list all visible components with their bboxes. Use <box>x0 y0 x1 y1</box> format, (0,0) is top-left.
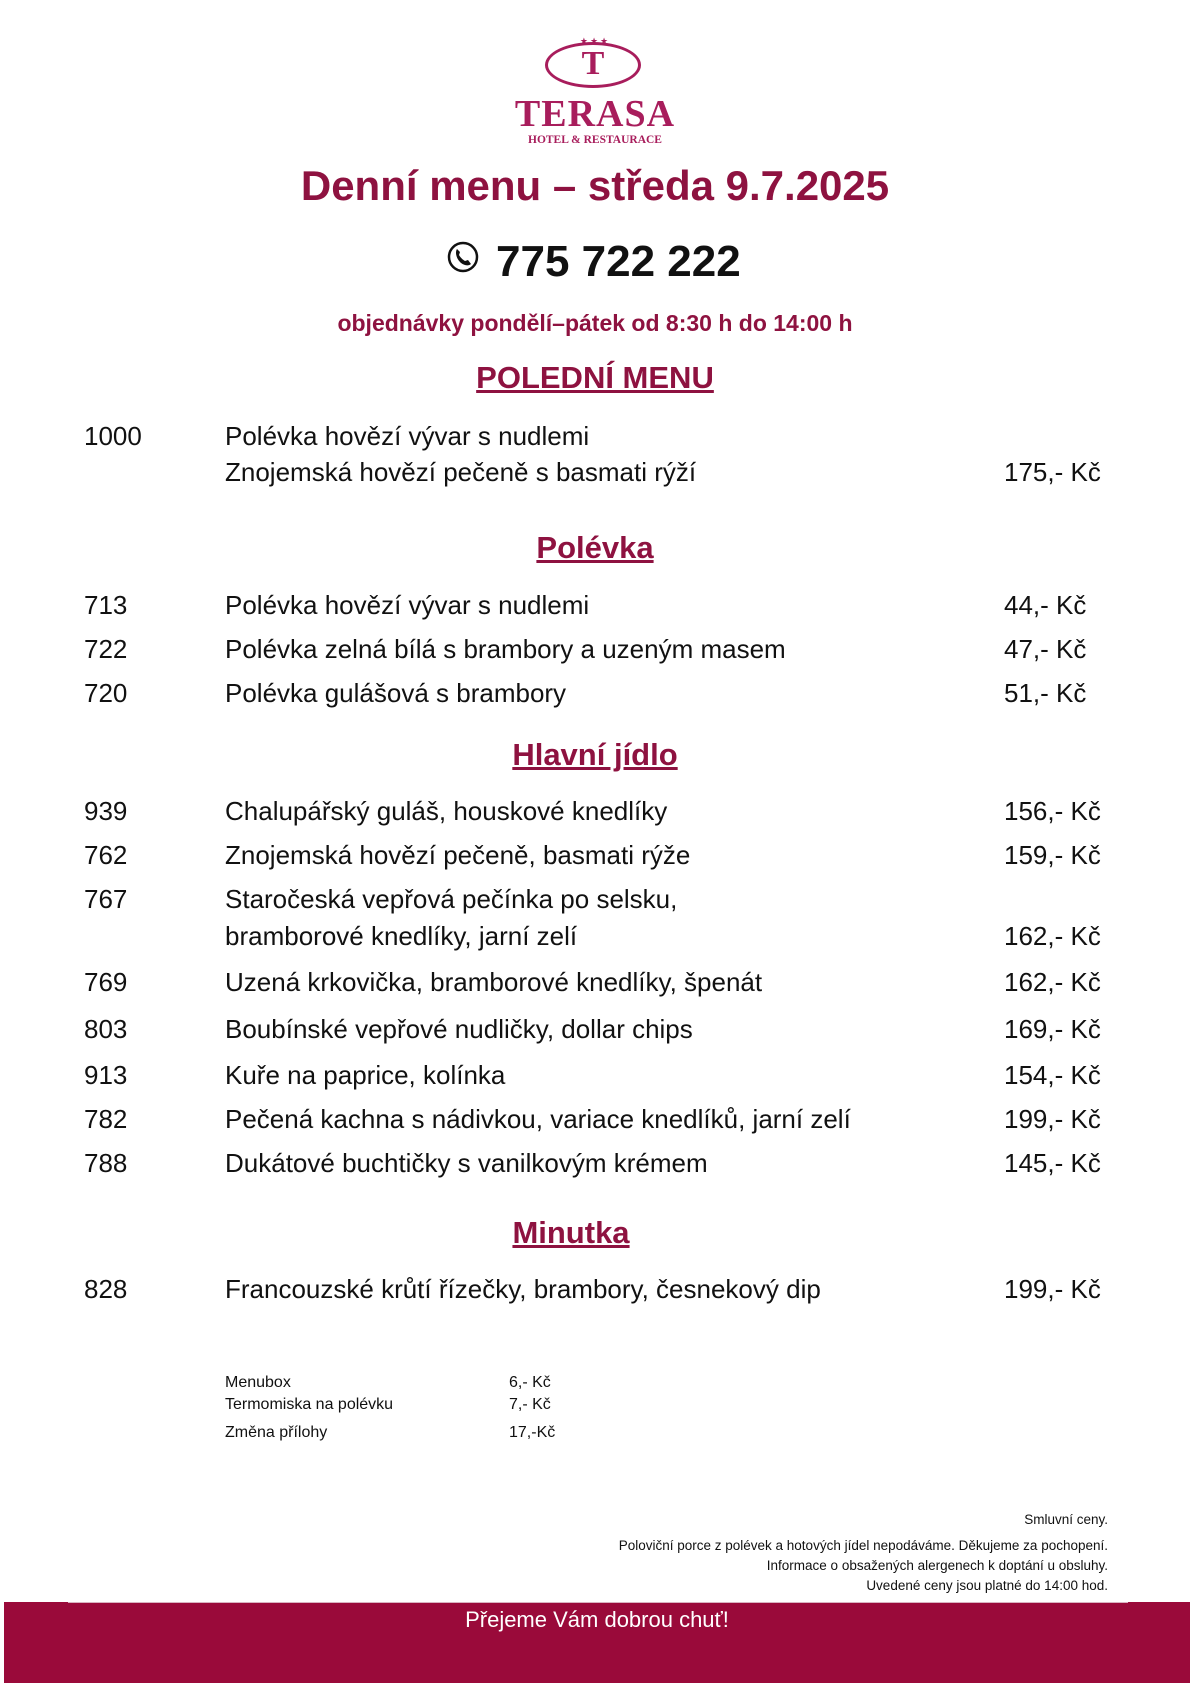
page-title: Denní menu – středa 9.7.2025 <box>300 162 890 209</box>
note-allergens: Informace o obsažených alergenech k doptání u obsluhy. <box>766 1558 1108 1573</box>
logo-name: TERASA <box>514 93 676 135</box>
section-title-minutka: Minutka <box>512 1215 630 1250</box>
terasa-logo <box>495 36 695 148</box>
item-price: 159,- Kč <box>1004 840 1101 870</box>
extra-price: 7,- Kč <box>509 1396 551 1413</box>
item-price: 47,- Kč <box>1004 634 1087 664</box>
item-name: Polévka zelná bílá s brambory a uzeným masem <box>225 634 786 664</box>
item-price: 162,- Kč <box>1004 921 1101 951</box>
item-price: 156,- Kč <box>1004 796 1101 826</box>
item-price: 169,- Kč <box>1004 1014 1101 1044</box>
section-title-polevka: Polévka <box>536 530 654 565</box>
item-code: 1000 <box>84 421 142 451</box>
phone-row <box>0 234 1190 290</box>
footer-divider <box>68 1602 1128 1603</box>
item-name: Uzená krkovička, bramborové knedlíky, špenát <box>225 967 763 997</box>
phone-number[interactable]: 775 722 222 <box>496 237 741 286</box>
item-code: 939 <box>84 796 128 826</box>
note-half-portions: Poloviční porce z polévek a hotových jídel nepodáváme. Děkujeme za pochopení. <box>618 1538 1108 1553</box>
item-code: 720 <box>84 678 128 708</box>
item-code: 722 <box>84 634 128 664</box>
item-code: 769 <box>84 967 128 997</box>
footer-text: Přejeme Vám dobrou chuť! <box>465 1607 729 1632</box>
item-code: 767 <box>84 884 128 914</box>
note-contract-prices: Smluvní ceny. <box>1024 1512 1108 1527</box>
item-code: 913 <box>84 1060 128 1090</box>
item-code: 782 <box>84 1104 128 1134</box>
item-name: Znojemská hovězí pečeně s basmati rýží <box>225 457 697 487</box>
item-price: 44,- Kč <box>1004 590 1087 620</box>
extra-price: 17,-Kč <box>509 1424 556 1441</box>
orders-hours: objednávky pondělí–pátek od 8:30 h do 14:00 h <box>337 310 853 336</box>
extra-name: Změna přílohy <box>225 1424 328 1441</box>
item-name: Boubínské vepřové nudličky, dollar chips <box>225 1014 693 1044</box>
item-code: 713 <box>84 590 128 620</box>
item-code: 762 <box>84 840 128 870</box>
footer-banner <box>4 1602 1190 1683</box>
item-price: 154,- Kč <box>1004 1060 1101 1090</box>
item-price: 145,- Kč <box>1004 1148 1101 1178</box>
item-code: 788 <box>84 1148 128 1178</box>
item-price: 162,- Kč <box>1004 967 1101 997</box>
item-price: 51,- Kč <box>1004 678 1087 708</box>
item-name: Znojemská hovězí pečeně, basmati rýže <box>225 840 691 870</box>
item-name: Francouzské krůtí řízečky, brambory, česnekový dip <box>225 1274 821 1304</box>
item-name-continued: bramborové knedlíky, jarní zelí <box>225 921 578 951</box>
logo-subtitle: HOTEL & RESTAURACE <box>528 134 662 146</box>
item-code: 828 <box>84 1274 128 1304</box>
item-price: 199,- Kč <box>1004 1104 1101 1134</box>
footnotes <box>619 1510 1108 1596</box>
extra-name: Termomiska na polévku <box>225 1396 394 1413</box>
extra-name: Menubox <box>225 1374 291 1391</box>
item-price: 199,- Kč <box>1004 1274 1101 1304</box>
section-title-poledni: POLEDNÍ MENU <box>476 360 714 395</box>
item-name: Kuře na paprice, kolínka <box>225 1060 506 1090</box>
item-name: Dukátové buchtičky s vanilkovým krémem <box>225 1148 708 1178</box>
item-name: Chalupářský guláš, houskové knedlíky <box>225 796 668 826</box>
item-name: Polévka hovězí vývar s nudlemi <box>225 590 590 620</box>
note-price-validity: Uvedené ceny jsou platné do 14:00 hod. <box>866 1578 1108 1593</box>
item-price: 175,- Kč <box>1004 457 1101 487</box>
item-name: Polévka gulášová s brambory <box>225 678 567 708</box>
section-title-hlavni: Hlavní jídlo <box>512 737 678 772</box>
item-name: Polévka hovězí vývar s nudlemi <box>225 421 590 451</box>
extra-price: 6,- Kč <box>509 1374 551 1391</box>
logo-stars: ★★★ <box>579 36 611 46</box>
logo-letter: T <box>581 45 605 82</box>
phone-icon <box>446 240 480 274</box>
item-name: Staročeská vepřová pečínka po selsku, <box>225 884 678 914</box>
item-code: 803 <box>84 1014 128 1044</box>
item-name: Pečená kachna s nádivkou, variace knedlíků, jarní zelí <box>225 1104 851 1134</box>
